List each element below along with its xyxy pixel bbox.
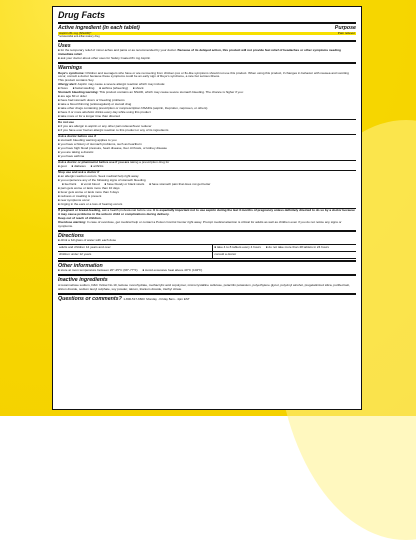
stop-use-item: ■ redness or swelling is present	[58, 195, 356, 199]
purpose: Pain reliever	[337, 30, 355, 35]
inactive-ingredients: croscarmellose sodium, D&C Yellow No.10, lactose monohydrate, methacrylic acid copolymer, microcrystalline cellulose, polacrilin potassium, polyethylene glycol, polyvinyl alcohol, pregelatinized silica, purified talc, silicon dioxide, sodium lauryl sulphate, soy powder, talcum, titanium dioxide, triethyl citrate	[58, 282, 350, 291]
active-ingredient-header-row	[58, 22, 356, 32]
ask-doctor-item: ■ you have asthma	[58, 155, 356, 159]
active-ingredient: Aspirin 81 mg (NSAID)*	[59, 30, 92, 35]
warnings-header: Warnings	[58, 62, 356, 72]
ask-doctor-item: ■ you are taking a diuretic	[58, 151, 356, 155]
pregnancy-warning: If pregnant or breast-feeding, ask a health professional before use. It is especially important not to use aspirin during the last 3 months of pregnancy unless definitely directed to do so by a doctor because it may cause problems in the unborn child or complications during delivery.	[58, 208, 355, 216]
overdose-warning: Overdose warning: In case of overdose, get medical help or contact a Poison Control Center right away. Prompt medical attention is critical for adults as well as children even if you do not notice any signs or symptoms.	[58, 219, 342, 228]
dosage-who: adults and children 12 years and over	[58, 245, 213, 251]
stop-use-item: ■ you experience any of the following signs of stomach bleeding	[58, 179, 356, 183]
stop-use-item: ■ ringing in the ears or a loss of hearing occurs	[58, 203, 356, 207]
stomach-item: ■ take a blood thinning (anticoagulant) or steroid drug	[58, 103, 356, 107]
stomach-bleeding-warning: Stomach bleeding warning: This product contains an NSAID, which may cause severe stomach bleeding. The chance is higher if you:	[58, 90, 244, 95]
other-information-header: Other information	[58, 260, 356, 270]
purpose-header: Purpose	[334, 25, 356, 31]
directions-header: Directions	[58, 230, 356, 240]
directions-intro: ■ drink a full glass of water with each dose	[58, 239, 356, 243]
inactive-ingredients-header: Inactive ingredients	[58, 274, 356, 284]
reye-syndrome-warning: Reye's syndrome: Children and teenagers who have or are recovering from chicken pox or flu-like symptoms should not use this product. When using this product, if changes in behavior with nausea and vomiting occur, consult a doctor because these symptoms could be an early sign of Reye's syndrome, a rare but serious illness.	[58, 70, 349, 79]
do-not-use-item: ■ if you have ever had an allergic reaction to this product or any of its ingredients	[58, 129, 356, 133]
questions-hours: Monday - Friday 8am - 4pm EST	[146, 296, 190, 301]
drug-facts-title: Drug Facts	[58, 10, 106, 20]
drug-facts-panel	[52, 6, 362, 410]
uses-line-2: ■ ask your doctor about other uses for Safety Coated 81 mg Aspirin	[58, 57, 356, 61]
dosage-instructions: consult a doctor	[214, 251, 237, 256]
allergy-alert: Allergy alert: Aspirin may cause a severe allergic reaction which may include:	[58, 82, 166, 87]
ask-pharmacist: Ask a doctor or pharmacist before use if you are taking a prescription drug for	[58, 160, 356, 165]
questions-phone[interactable]: 1-800-517-6603	[123, 296, 145, 301]
ask-doctor-item: ■ you have high blood pressure, heart disease, liver cirrhosis, or kidney disease	[58, 147, 356, 151]
stomach-item: ■ take other drugs containing prescription or nonprescription NSAIDs (aspirin, ibuprofen, naproxen, or others)	[58, 107, 356, 111]
do-not-use-header: Do not use	[58, 119, 356, 124]
ask-doctor-item: ■ stomach bleeding warning applies to you	[58, 139, 356, 143]
other-information: ■ store at room temperature between 20°-25°C (68°-77°F) ■ Avoid excessive heat above 40°C (104°F)	[58, 269, 356, 273]
keep-out-of-reach: Keep out of reach of children.	[58, 215, 102, 220]
stop-use-header: Stop use and ask a doctor if	[58, 170, 356, 175]
stomach-item: ■ have had stomach ulcers or bleeding problems	[58, 99, 356, 103]
stop-use-item: ■ fever gets worse or lasts more than 3 days	[58, 191, 356, 195]
bleeding-signs: ■ feel faint ■ vomit blood ■ have bloody or black stools ■ have stomach pain that does not get better	[58, 183, 356, 187]
table-row	[58, 252, 356, 259]
stomach-item: ■ are age 60 or older	[58, 95, 356, 99]
uses-header: Uses	[58, 40, 356, 50]
table-row	[58, 245, 356, 252]
directions-table	[58, 244, 356, 259]
stop-use-item: ■ an allergic reaction occurs. Seek medical help right away.	[58, 175, 356, 179]
ask-pharmacist-items: ■ gout ■ diabetes ■ arthritis	[58, 165, 356, 169]
uses-line-1: ■ for the temporary relief of minor aches and pains or as recommended by your doctor. Because of its delayed action, this product will not provide fast relief of headaches or other symptoms needing immediate relief.	[58, 49, 356, 57]
ask-doctor-header: Ask a doctor before use if	[58, 134, 356, 139]
stop-use-item: ■ pain gets worse or lasts more than 10 days	[58, 187, 356, 191]
allergy-items: ■ hives ■ facial swelling ■ asthma (wheezing) ■ shock	[58, 87, 356, 91]
stomach-item: ■ take more or for a longer time than directed	[58, 115, 356, 119]
ask-doctor-item: ■ you have a history of stomach problems, such as heartburn	[58, 143, 356, 147]
soy-notice: This product contains Soy.	[58, 78, 95, 83]
active-footnote: *nonsteroidal anti-inflammatory drug	[58, 35, 100, 39]
dosage-instructions: ■ take 4 to 8 tablets every 4 hours ■ do not take more than 48 tablets in 24 hours	[213, 245, 356, 251]
questions-label: Questions or comments?	[58, 295, 122, 302]
active-ingredient-header: Active ingredient (in each tablet)	[58, 25, 140, 31]
stop-use-item: ■ new symptoms occur	[58, 199, 356, 203]
stomach-item: ■ have 3 or more alcoholic drinks every day while using this product	[58, 111, 356, 115]
dosage-who: children under 12 years	[58, 252, 213, 258]
do-not-use-item: ■ if you are allergic to aspirin or any other pain reliever/fever reducer	[58, 125, 356, 129]
questions-row	[58, 293, 356, 303]
